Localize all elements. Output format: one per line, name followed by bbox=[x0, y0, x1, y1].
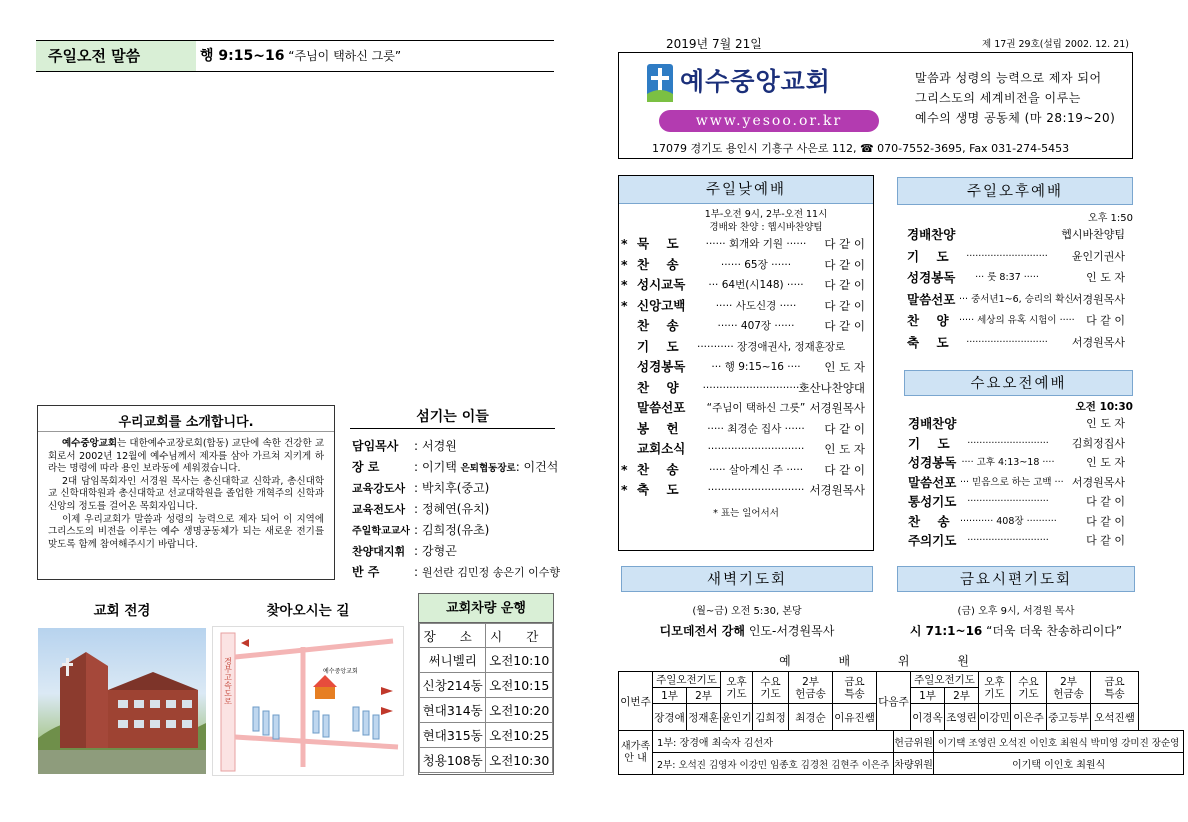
order-leader: 인 도 자 bbox=[1086, 417, 1125, 430]
friday-prayer-body bbox=[897, 622, 1135, 639]
col-offering-song-next: 2부 헌금송 bbox=[1047, 672, 1091, 704]
order-item bbox=[619, 337, 873, 358]
order-item bbox=[904, 414, 1133, 434]
friday-psalm-prayer bbox=[897, 566, 1135, 639]
order-detail: ····· 최경순 집사 ······ bbox=[707, 422, 805, 435]
vehicle-title: 교회차량 운행 bbox=[419, 594, 553, 623]
dawn-prayer bbox=[621, 566, 873, 639]
order-item bbox=[619, 378, 873, 399]
order-detail: ··········· 장경애권사, 정재훈장로 bbox=[697, 340, 846, 353]
vehicle-header-place: 장 소 bbox=[420, 624, 486, 648]
order-leader: 윤인기권사 bbox=[1071, 249, 1125, 263]
church-building-illustration bbox=[38, 628, 206, 774]
worker-name: 이유진쌤 bbox=[833, 704, 877, 731]
order-label: 찬 송 bbox=[637, 461, 679, 477]
order-item bbox=[619, 316, 873, 337]
order-item bbox=[619, 439, 873, 460]
col-second-service-next: 2부 bbox=[945, 688, 979, 704]
sunday-morning-service bbox=[618, 175, 874, 551]
order-item bbox=[619, 275, 873, 296]
vehicle-committee-label: 차량위원 bbox=[894, 753, 934, 775]
server-row bbox=[350, 435, 562, 456]
sermon-subtitle: “주님이 택하신 그릇” bbox=[288, 49, 402, 63]
order-leader: 김희정집사 bbox=[1071, 436, 1125, 450]
order-label: 축 도 bbox=[907, 334, 949, 350]
order-detail: ··· 믿음으로 하는 고백 ··· bbox=[960, 476, 1064, 488]
vehicle-place: 현대315동 bbox=[420, 723, 486, 748]
col-afternoon-prayer-next: 오후 기도 bbox=[979, 672, 1011, 704]
church-map-label: 예수중앙교회 bbox=[323, 668, 358, 675]
server-name: 강형곤 bbox=[422, 544, 457, 558]
standing-note: * 표는 일어서서 bbox=[713, 507, 779, 519]
friday-prayer-verse: 시 71:1~16 bbox=[909, 624, 983, 638]
vehicle-committee: 이기택 이인호 최원식 bbox=[933, 753, 1183, 775]
afternoon-service-title: 주일오후예배 bbox=[897, 177, 1133, 205]
order-label: 말씀선포 bbox=[907, 291, 956, 307]
vehicle-table bbox=[419, 623, 553, 773]
order-label: 경배찬양 bbox=[908, 416, 957, 431]
vehicle-time: 오전10:15 bbox=[486, 673, 553, 698]
order-detail: ··· 64번(시148) ····· bbox=[708, 279, 804, 291]
colon: : bbox=[413, 522, 419, 537]
order-leader: 인 도 자 bbox=[1086, 271, 1125, 284]
church-logo-icon bbox=[647, 64, 673, 102]
dawn-prayer-leader: 인도-서경원목사 bbox=[748, 624, 835, 638]
order-label: 성경봉독 bbox=[637, 359, 686, 374]
order-item bbox=[619, 460, 873, 481]
bulletin-date: 2019년 7월 21일 bbox=[666, 37, 762, 51]
order-label: 찬 양 bbox=[907, 313, 949, 328]
order-item bbox=[897, 289, 1133, 311]
retired-elder-role: 은퇴협동장로 bbox=[460, 463, 516, 474]
server-name: 서경원 bbox=[422, 439, 457, 453]
order-item bbox=[619, 357, 873, 378]
worker-name-next: 이경옥 bbox=[911, 704, 945, 731]
colon: : bbox=[413, 459, 419, 474]
wednesday-time: 오전 10:30 bbox=[1075, 401, 1133, 413]
col-offering-song: 2부 헌금송 bbox=[789, 672, 833, 704]
order-leader: 서경원목사 bbox=[1071, 475, 1125, 489]
this-week-label: 이번주 bbox=[619, 672, 653, 731]
worker-name-next: 이강민 bbox=[979, 704, 1011, 731]
colon: : bbox=[413, 543, 419, 558]
bulletin-issue: 제 17권 29호(설립 2002. 12. 21) bbox=[982, 39, 1129, 50]
vehicle-row bbox=[420, 648, 553, 673]
col-wednesday-prayer: 수요 기도 bbox=[753, 672, 789, 704]
order-label: 찬 양 bbox=[637, 379, 679, 395]
vehicle-row bbox=[420, 698, 553, 723]
order-leader: 호산나찬양대 bbox=[798, 380, 865, 395]
order-item bbox=[897, 310, 1133, 332]
order-item bbox=[904, 531, 1133, 551]
order-detail: ··························· bbox=[967, 535, 1049, 546]
vehicle-header-row bbox=[420, 624, 553, 648]
order-detail: ································ bbox=[702, 381, 810, 394]
road-label: 경부고속도로 bbox=[223, 657, 233, 705]
order-leader: 다 같 이 bbox=[824, 421, 865, 436]
order-detail: ··· 행 9:15~16 ···· bbox=[711, 361, 801, 373]
servers-section bbox=[350, 405, 561, 582]
order-item bbox=[619, 234, 873, 255]
server-row bbox=[350, 519, 562, 540]
order-label: 교회소식 bbox=[637, 441, 686, 456]
order-label: 신앙고백 bbox=[637, 297, 686, 313]
vehicle-place: 청용108동 bbox=[420, 748, 486, 773]
order-leader: 서경원목사 bbox=[1071, 335, 1125, 349]
afternoon-order-list bbox=[897, 224, 1133, 353]
order-leader: 다 같 이 bbox=[824, 319, 865, 333]
order-leader: 인 도 자 bbox=[824, 442, 865, 456]
order-item bbox=[619, 419, 873, 440]
sunday-afternoon-service bbox=[897, 177, 1133, 353]
sermon-label: 주일오전 말씀 bbox=[36, 41, 196, 71]
order-leader: 서경원목사 bbox=[809, 401, 865, 415]
standing-marker: * bbox=[621, 256, 628, 272]
order-detail: ····· 세상의 유혹 시험이 ····· bbox=[959, 315, 1075, 326]
colon: : bbox=[413, 438, 419, 453]
order-detail: ····· 사도신경 ····· bbox=[715, 299, 797, 312]
order-detail: ······ 65장 ······ bbox=[720, 258, 792, 271]
colon: : bbox=[413, 480, 419, 495]
order-item bbox=[897, 246, 1133, 268]
col-morning-prayer: 주일오전기도 bbox=[653, 672, 721, 688]
next-week-label: 다음주 bbox=[877, 672, 911, 731]
server-name: 이기택 은퇴협동장로: 이건석 bbox=[422, 460, 559, 474]
worker-name: 윤인기 bbox=[721, 704, 753, 731]
order-label: 성시교독 bbox=[637, 277, 686, 292]
col-first-service-next: 1부 bbox=[911, 688, 945, 704]
server-row bbox=[350, 540, 562, 561]
dawn-prayer-series: 디모데전서 강해 bbox=[659, 624, 745, 638]
order-detail: ··· 중서년1~6, 승리의 확신 bbox=[959, 293, 1074, 305]
order-label: 기 도 bbox=[637, 338, 679, 354]
vehicle-time: 오전10:30 bbox=[486, 748, 553, 773]
order-detail: ··························· bbox=[967, 496, 1049, 507]
order-detail: ······ 회개와 기원 ······ bbox=[705, 238, 807, 250]
morning-order-list bbox=[619, 234, 873, 501]
order-detail: ··········· 408장 ·········· bbox=[960, 515, 1057, 527]
standing-marker: * bbox=[621, 277, 628, 292]
order-detail: ····························· bbox=[707, 443, 805, 455]
order-label: 성경봉독 bbox=[908, 455, 957, 470]
server-name: 김희정(유초) bbox=[422, 523, 490, 537]
sermon-reference bbox=[200, 41, 401, 71]
worker-name: 정재훈 bbox=[687, 704, 721, 731]
bulletin-date-bar bbox=[618, 33, 1133, 53]
motto-line: 예수의 생명 공동체 (마 28:19~20) bbox=[915, 111, 1116, 125]
order-label: 찬 송 bbox=[908, 513, 950, 529]
worker-name-next: 오석진쌤 bbox=[1091, 704, 1139, 731]
order-detail: ··· 룻 8:37 ····· bbox=[975, 272, 1039, 283]
friday-prayer-title: 금요시편기도회 bbox=[897, 566, 1135, 592]
intro-title: 우리교회를 소개합니다. bbox=[38, 406, 334, 432]
order-leader: 다 같 이 bbox=[1086, 314, 1125, 327]
server-role: 교육전도사 bbox=[352, 502, 406, 516]
worker-name-next: 중고등부 bbox=[1047, 704, 1091, 731]
sermon-verse: 행 9:15~16 bbox=[200, 48, 285, 64]
elder-name: 이기택 bbox=[422, 460, 457, 474]
order-label: 찬 송 bbox=[637, 256, 679, 272]
newcomer-second-service: 2부: 오석진 김영자 이강민 임종호 김경천 김현주 이은주 bbox=[653, 753, 894, 775]
colon: : bbox=[413, 501, 419, 516]
worship-committee-table bbox=[618, 671, 1139, 731]
col-afternoon-prayer: 오후 기도 bbox=[721, 672, 753, 704]
vehicle-time: 오전10:20 bbox=[486, 698, 553, 723]
retired-elder-name: 이건석 bbox=[523, 460, 559, 474]
motto-line: 말씀과 성령의 능력으로 제자 되어 bbox=[915, 71, 1102, 85]
church-photo-caption: 교회 전경 bbox=[93, 603, 151, 619]
order-leader: 서경원목사 bbox=[809, 483, 865, 497]
vehicle-time: 오전10:10 bbox=[486, 648, 553, 673]
order-leader: 다 같 이 bbox=[1086, 534, 1125, 547]
order-detail: “주님이 택하신 그릇” bbox=[706, 402, 806, 414]
friday-prayer-time: (금) 오후 9시, 서경원 목사 bbox=[957, 606, 1075, 617]
server-role: 교육강도사 bbox=[352, 481, 406, 495]
dawn-prayer-title: 새벽기도회 bbox=[621, 566, 873, 592]
order-item bbox=[904, 512, 1133, 532]
order-item bbox=[619, 296, 873, 317]
intro-body bbox=[38, 432, 334, 557]
church-photo bbox=[38, 628, 206, 774]
order-label: 기 도 bbox=[908, 435, 950, 451]
order-label: 경배찬양 bbox=[907, 227, 956, 242]
order-item bbox=[619, 255, 873, 276]
worker-name: 김희정 bbox=[753, 704, 789, 731]
server-row bbox=[350, 561, 562, 582]
col-morning-prayer-next: 주일오전기도 bbox=[911, 672, 979, 688]
standing-marker: * bbox=[621, 297, 628, 313]
offering-committee-label: 헌금위원 bbox=[894, 731, 934, 753]
afternoon-time: 오후 1:50 bbox=[1088, 213, 1133, 224]
col-second-service: 2부 bbox=[687, 688, 721, 704]
intro-paragraph-2: 2대 담임목회자인 서경원 목사는 총신대학교 신학과, 총신대학교 신학대학원과 총신대학교 선교대학원을 졸업한 개혁주의 신학과 신앙의 정도를 걸어온 목회자입니다. bbox=[48, 475, 324, 512]
wednesday-service-title: 수요오전예배 bbox=[904, 370, 1133, 396]
order-detail: ··························· bbox=[967, 437, 1049, 449]
church-name-logo: 예수중앙교회 bbox=[680, 67, 831, 96]
server-name: 원선란 김민정 송은기 이수향 bbox=[422, 565, 561, 579]
directions-caption: 찾아오시는 길 bbox=[266, 603, 350, 619]
server-row bbox=[350, 498, 562, 519]
intro-p1-text: 는 대한예수교장로회(합동) 교단에 속한 건강한 교회로서 2002년 12월에 예수님께서 제자를 삼아 가르쳐 지키게 하라는 명령에 따라 용인 보라동에 세워졌습니다. bbox=[48, 438, 324, 475]
vehicle-row bbox=[420, 723, 553, 748]
worship-committee-title: 예 배 위 원 bbox=[779, 654, 991, 668]
server-row bbox=[350, 456, 562, 477]
server-role: 반 주 bbox=[352, 565, 380, 579]
col-friday-special-next: 금요 특송 bbox=[1091, 672, 1139, 704]
order-leader: 다 같 이 bbox=[824, 237, 865, 251]
order-leader: 인 도 자 bbox=[1086, 456, 1125, 469]
order-label: 주의기도 bbox=[908, 533, 957, 548]
vehicle-place: 신창214동 bbox=[420, 673, 486, 698]
servers-title: 섬기는 이들 bbox=[350, 405, 555, 429]
order-detail: ··························· bbox=[966, 250, 1048, 262]
newcomer-guide-table bbox=[618, 730, 1184, 775]
order-label: 묵 도 bbox=[637, 236, 679, 251]
morning-service-times bbox=[619, 208, 873, 234]
workers-header-row bbox=[619, 672, 1139, 688]
standing-marker: * bbox=[621, 482, 628, 497]
order-label: 축 도 bbox=[637, 482, 679, 497]
order-item bbox=[897, 224, 1133, 246]
church-motto bbox=[915, 68, 1115, 128]
church-intro-box bbox=[37, 405, 335, 580]
vehicle-place: 써니벨리 bbox=[420, 648, 486, 673]
order-label: 성경봉독 bbox=[907, 270, 956, 285]
standing-marker: * bbox=[621, 461, 628, 477]
order-leader: 다 같 이 bbox=[824, 298, 865, 313]
order-leader: 다 같 이 bbox=[1086, 495, 1125, 508]
order-leader: 헵시바찬양팀 bbox=[1061, 228, 1125, 241]
vehicle-place: 현대314동 bbox=[420, 698, 486, 723]
wednesday-order-list bbox=[904, 414, 1133, 551]
worker-name-next: 조영린 bbox=[945, 704, 979, 731]
motto-line: 그리스도의 세계비전을 이루는 bbox=[915, 91, 1081, 105]
server-role: 장 로 bbox=[352, 460, 380, 474]
order-label: 봉 헌 bbox=[637, 420, 679, 436]
morning-praise-team: 경배와 찬양 : 헵시바찬양팀 bbox=[709, 222, 823, 233]
col-wednesday-prayer-next: 수요 기도 bbox=[1011, 672, 1047, 704]
vehicle-schedule bbox=[418, 593, 554, 775]
order-item bbox=[897, 267, 1133, 289]
church-website[interactable]: www.yesoo.or.kr bbox=[659, 110, 879, 132]
dawn-prayer-body bbox=[621, 622, 873, 639]
order-leader: 다 같 이 bbox=[824, 278, 865, 292]
worker-name: 최경순 bbox=[789, 704, 833, 731]
standing-marker: * bbox=[621, 236, 628, 251]
friday-prayer-theme: “더욱 더욱 찬송하리이다” bbox=[986, 624, 1123, 638]
guide-row bbox=[619, 731, 1184, 753]
order-detail: ··························· bbox=[966, 336, 1048, 348]
vehicle-row bbox=[420, 673, 553, 698]
order-leader: 다 같 이 bbox=[1086, 514, 1125, 528]
newcomer-first-service: 1부: 장경애 최숙자 김선자 bbox=[653, 731, 894, 753]
server-name: 정혜연(유치) bbox=[422, 502, 490, 516]
order-item bbox=[904, 434, 1133, 454]
church-address: 17079 경기도 용인시 기흥구 사은로 112, ☎ 070-7552-3695, Fax 031-274-5453 bbox=[652, 142, 1070, 155]
server-name: 박치후(중고) bbox=[422, 481, 490, 495]
order-item bbox=[904, 492, 1133, 512]
dawn-prayer-time: (월~금) 오전 5:30, 본당 bbox=[692, 606, 802, 617]
order-leader: 다 같 이 bbox=[824, 257, 865, 272]
order-item bbox=[897, 332, 1133, 354]
worker-name: 장경애 bbox=[653, 704, 687, 731]
order-leader: 인 도 자 bbox=[824, 360, 865, 374]
morning-service-title: 주일낮예배 bbox=[619, 176, 873, 204]
intro-church-name: 예수중앙교회 bbox=[62, 438, 118, 449]
directions-map bbox=[212, 626, 404, 776]
order-label: 기 도 bbox=[907, 248, 949, 264]
order-leader: 서경원목사 bbox=[1071, 292, 1125, 306]
colon: : bbox=[413, 564, 419, 579]
intro-paragraph-3: 이제 우리교회가 말씀과 성령의 능력으로 제자 되어 이 지역에 그리스도의 비전을 이루는 예수 생명공동체가 되는 새로운 전기를 맞도록 함께 참여해주시기 바랍니다. bbox=[48, 513, 324, 550]
order-label: 통성기도 bbox=[908, 494, 957, 509]
server-role: 찬양대지휘 bbox=[352, 544, 406, 558]
order-detail: ···· 고후 4:13~18 ···· bbox=[961, 457, 1055, 468]
order-label: 말씀선포 bbox=[908, 474, 957, 490]
col-friday-special: 금요 특송 bbox=[833, 672, 877, 704]
offering-committee: 이기택 조영린 오석진 이인호 최원식 박미영 강미진 장순영 bbox=[933, 731, 1183, 753]
server-role: 담임목사 bbox=[352, 439, 399, 453]
col-first-service: 1부 bbox=[653, 688, 687, 704]
map-illustration bbox=[213, 627, 403, 775]
server-role: 주일학교교사 bbox=[352, 526, 410, 537]
order-item bbox=[904, 473, 1133, 493]
server-row bbox=[350, 477, 562, 498]
worker-name-next: 이은주 bbox=[1011, 704, 1047, 731]
intro-paragraph-1 bbox=[48, 438, 324, 476]
vehicle-header-time: 시 간 bbox=[486, 624, 553, 648]
order-item bbox=[904, 453, 1133, 473]
newcomer-label: 새가족 안 내 bbox=[619, 731, 653, 775]
order-item bbox=[619, 398, 873, 419]
guide-row bbox=[619, 753, 1184, 775]
order-detail: ······ 407장 ······ bbox=[717, 320, 795, 332]
servers-table bbox=[350, 435, 562, 582]
wednesday-service bbox=[904, 370, 1133, 551]
order-label: 찬 송 bbox=[637, 318, 679, 333]
order-label: 말씀선포 bbox=[637, 400, 686, 415]
order-detail: ····························· bbox=[707, 484, 805, 496]
order-item bbox=[619, 480, 873, 501]
order-leader: 다 같 이 bbox=[824, 462, 865, 477]
vehicle-row bbox=[420, 748, 553, 773]
vehicle-time: 오전10:25 bbox=[486, 723, 553, 748]
order-detail: ····· 살아계신 주 ····· bbox=[708, 463, 804, 476]
morning-time: 1부-오전 9시, 2부-오전 11시 bbox=[704, 209, 828, 220]
